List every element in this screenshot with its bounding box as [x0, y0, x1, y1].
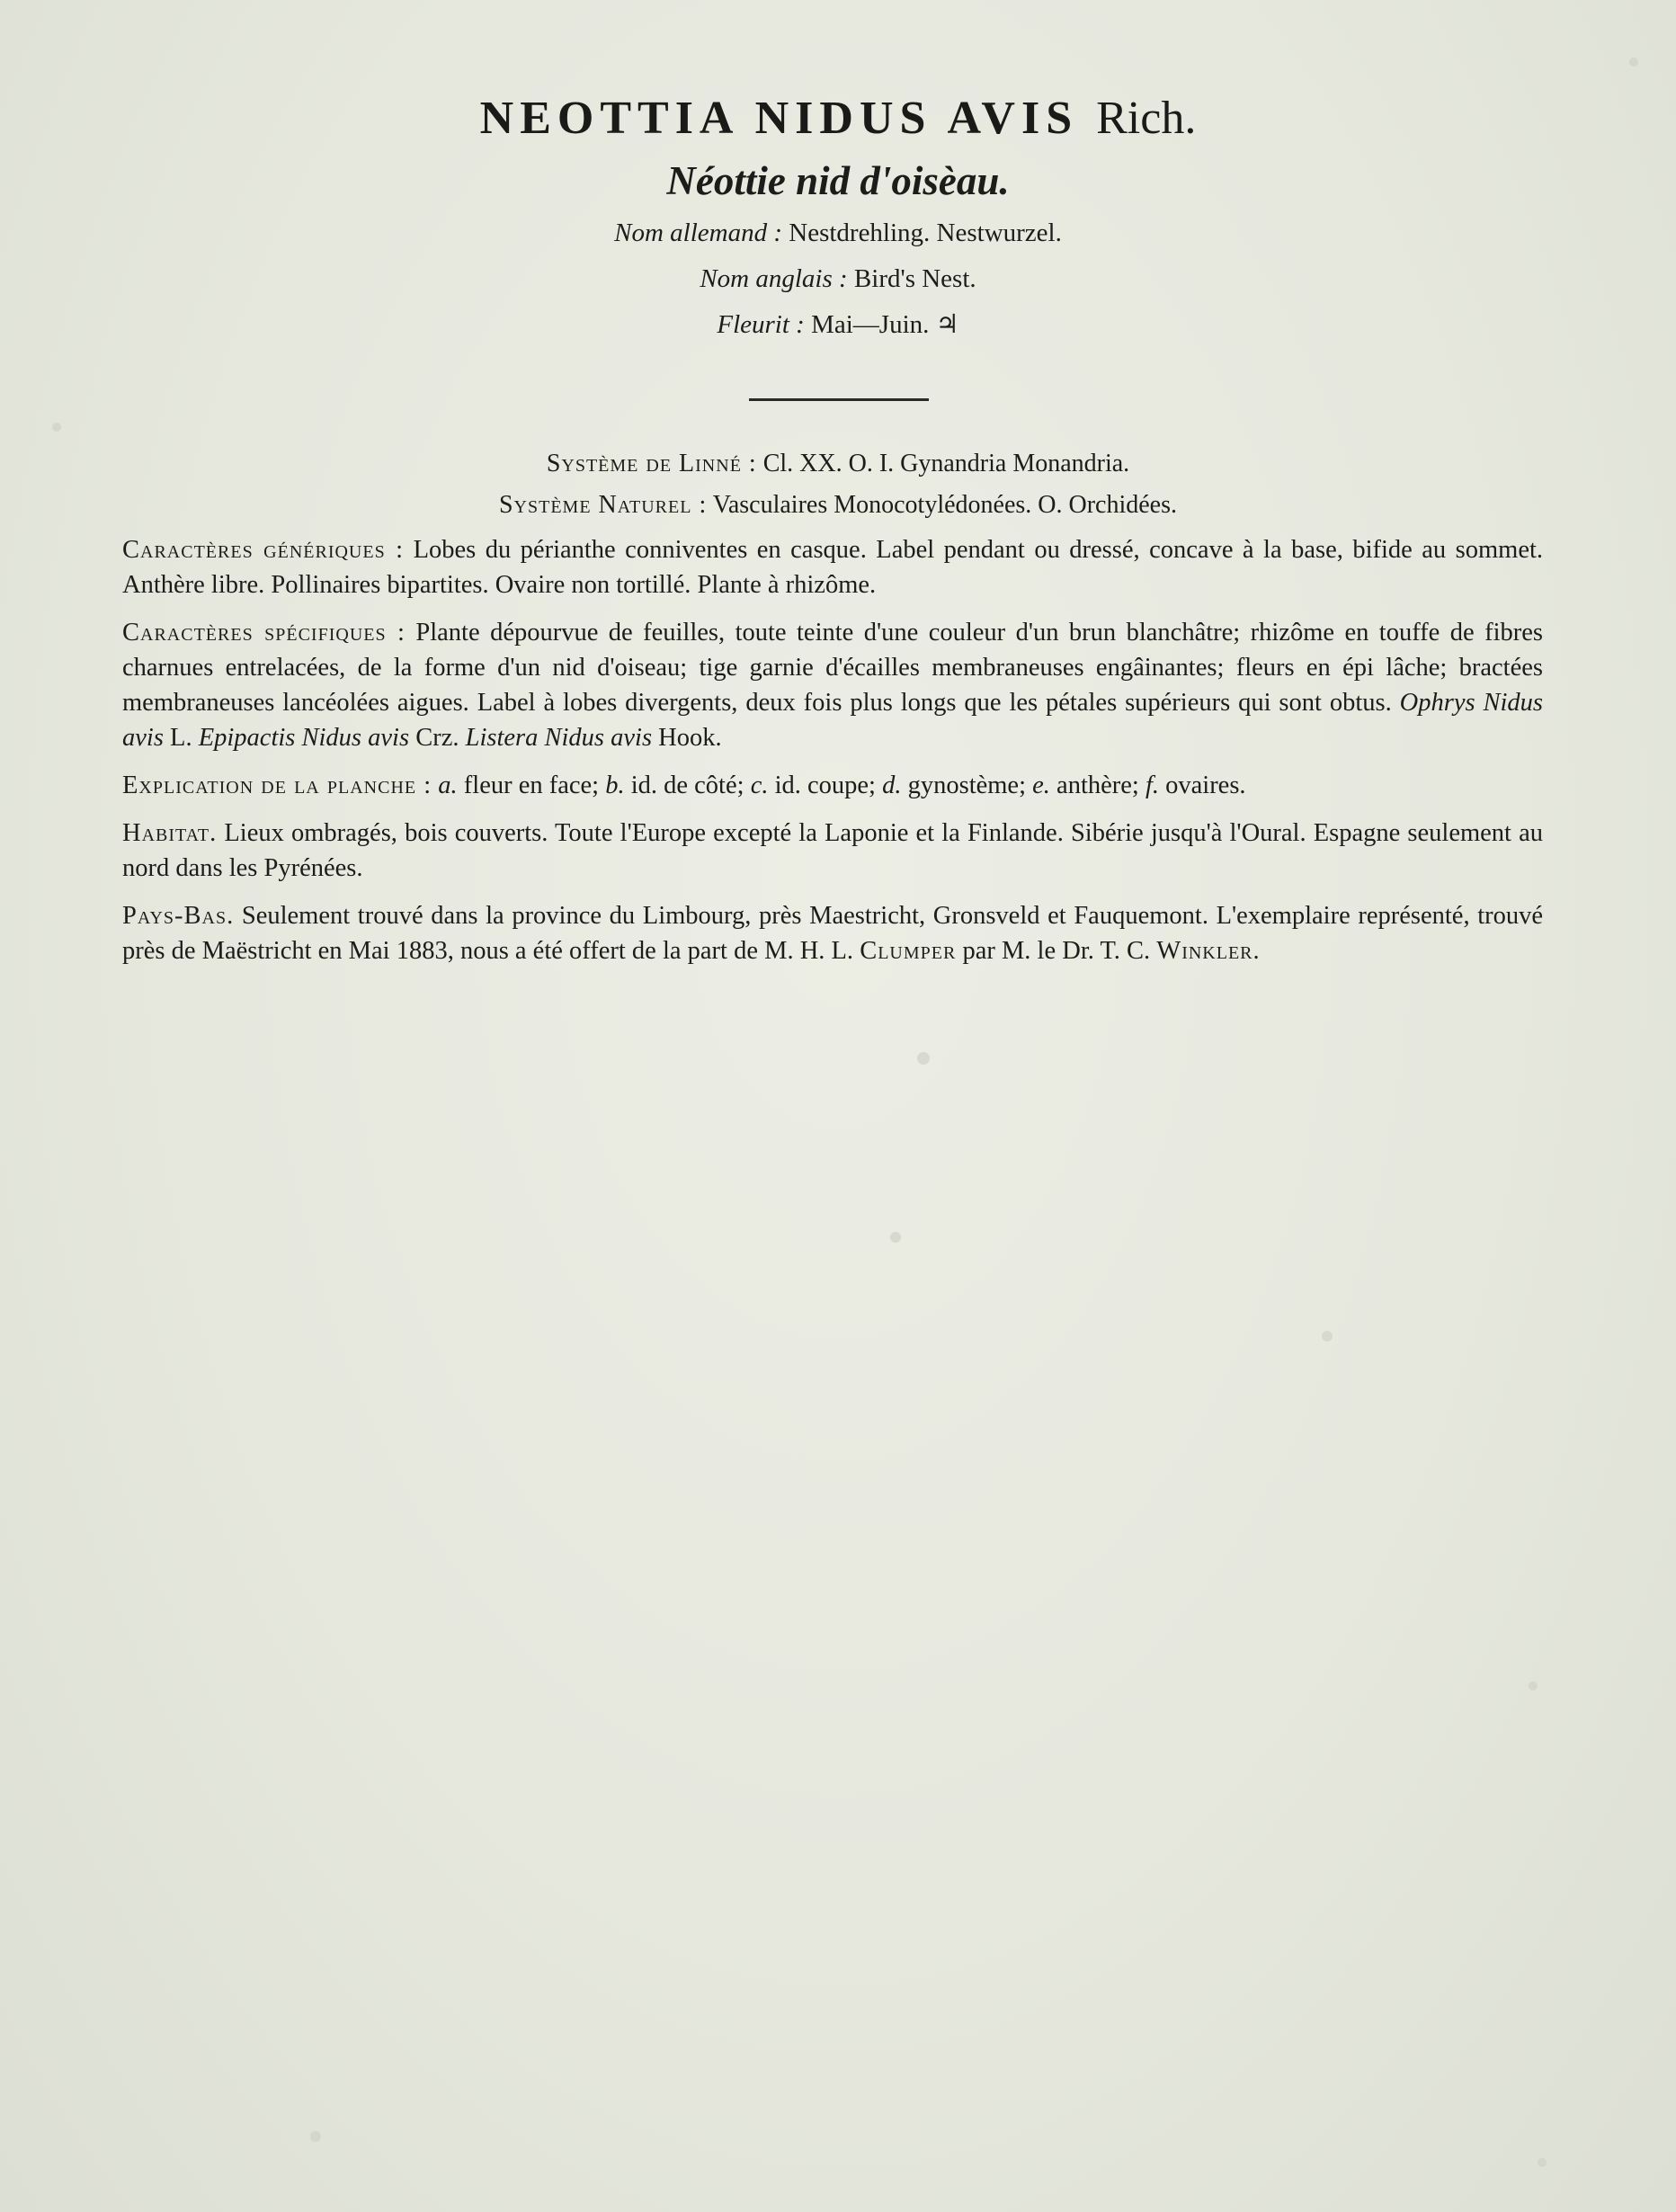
plate-text-b: id. de côté;: [630, 772, 744, 799]
title-author: Rich.: [1096, 93, 1197, 144]
netherlands-mid-text: par M. le Dr. T. C.: [962, 937, 1151, 965]
synonym-epipactis: Epipactis Nidus avis: [198, 724, 410, 752]
plate-key-b: b.: [605, 772, 625, 799]
plate-key-f: f.: [1145, 772, 1159, 799]
german-name-value: Nestdrehling. Nestwurzel.: [789, 219, 1062, 247]
paper-speck: [1529, 1681, 1538, 1690]
specific-characters-paragraph: [122, 615, 1543, 755]
plate-text-a: fleur en face;: [463, 772, 600, 799]
flowering-label: Fleurit :: [717, 310, 805, 339]
donor-name: Winkler.: [1156, 937, 1261, 965]
paper-speck: [1629, 58, 1638, 67]
synonym-ophrys: Ophrys Nidus avis: [122, 689, 1544, 752]
divider-rule: [749, 398, 929, 401]
natural-system-label: Système Naturel :: [498, 491, 708, 519]
specific-characters-label: Caractères spécifiques :: [122, 619, 406, 647]
german-name-label: Nom allemand :: [614, 219, 782, 247]
paper-speck: [310, 2131, 321, 2142]
plate-text-d: gynostème;: [907, 772, 1027, 799]
plate-text-e: anthère;: [1056, 772, 1139, 799]
habitat-paragraph: [122, 816, 1543, 886]
page-title: [0, 92, 1676, 145]
english-name-line: [0, 264, 1676, 294]
natural-system-value: Vasculaires Monocotylédonées. O. Orchidées.: [712, 491, 1178, 519]
plate-explanation-paragraph: [122, 768, 1543, 803]
plate-key-a: a.: [438, 772, 458, 799]
collector-name: Clumper: [860, 937, 957, 965]
description-body: [122, 532, 1543, 981]
paper-speck: [1322, 1331, 1333, 1342]
synonym-listera-author: Hook.: [658, 724, 722, 752]
paper-speck: [917, 1052, 930, 1065]
generic-characters-label: Caractères génériques :: [122, 536, 405, 564]
natural-system-line: [0, 491, 1676, 520]
page-subtitle: Néottie nid d'oisèau.: [666, 158, 1010, 203]
flowering-value: Mai—Juin. ♃: [811, 310, 959, 339]
title-species: NEOTTIA NIDUS AVIS: [479, 93, 1079, 144]
plate-key-c: c.: [750, 772, 769, 799]
generic-characters-text: Lobes du périanthe conniventes en casque. Label pendant ou dressé, concave à la base, bifide au sommet. Anthère libre. Pollinaires bipartites. Ovaire non tortillé. Plante à rhizôme.: [122, 536, 1544, 599]
synonym-epipactis-author: Crz.: [415, 724, 459, 752]
netherlands-paragraph: [122, 898, 1543, 968]
plate-key-d: d.: [882, 772, 902, 799]
specific-characters-text: Plante dépourvue de feuilles, toute teinte d'une couleur d'un brun blanchâtre; rhizôme en touffe de fibres charnues entrelacées, de la forme d'un nid d'oiseau; tige garnie d'écailles membraneuses engâinantes; fleurs en épi lâche; bractées membraneuses lancéolées aigues. Label à lobes divergents, deux fois plus longs que les pétales supérieurs qui sont obtus.: [122, 619, 1543, 717]
generic-characters-paragraph: [122, 532, 1543, 602]
german-name-line: [0, 219, 1676, 248]
synonym-ophrys-author: L.: [170, 724, 192, 752]
netherlands-text: Seulement trouvé dans la province du Limbourg, près Maestricht, Gronsveld et Fauquemont. L'exemplaire représenté, trouvé près de Maëstricht en Mai 1883, nous a été offert de la part de M. H. L.: [122, 902, 1544, 965]
plate-key-e: e.: [1032, 772, 1050, 799]
flowering-line: [0, 308, 1676, 340]
netherlands-label: Pays-Bas.: [122, 902, 235, 930]
linne-system-label: Système de Linné :: [546, 450, 757, 477]
linne-system-line: [0, 450, 1676, 478]
paper-speck: [1538, 2158, 1547, 2167]
plate-explanation-label: Explication de la planche :: [122, 772, 432, 799]
habitat-label: Habitat.: [122, 819, 218, 847]
paper-speck: [52, 423, 61, 432]
plate-text-c: id. coupe;: [774, 772, 876, 799]
english-name-value: Bird's Nest.: [853, 264, 976, 293]
plate-text-f: ovaires.: [1165, 772, 1246, 799]
english-name-label: Nom anglais :: [700, 264, 848, 293]
synonym-listera: Listera Nidus avis: [465, 724, 653, 752]
paper-speck: [890, 1232, 901, 1243]
habitat-text: Lieux ombragés, bois couverts. Toute l'Europe excepté la Laponie et la Finlande. Sibérie jusqu'à l'Oural. Espagne seulement au nord dans les Pyrénées.: [122, 819, 1544, 882]
linne-system-value: Cl. XX. O. I. Gynandria Monandria.: [762, 450, 1130, 477]
